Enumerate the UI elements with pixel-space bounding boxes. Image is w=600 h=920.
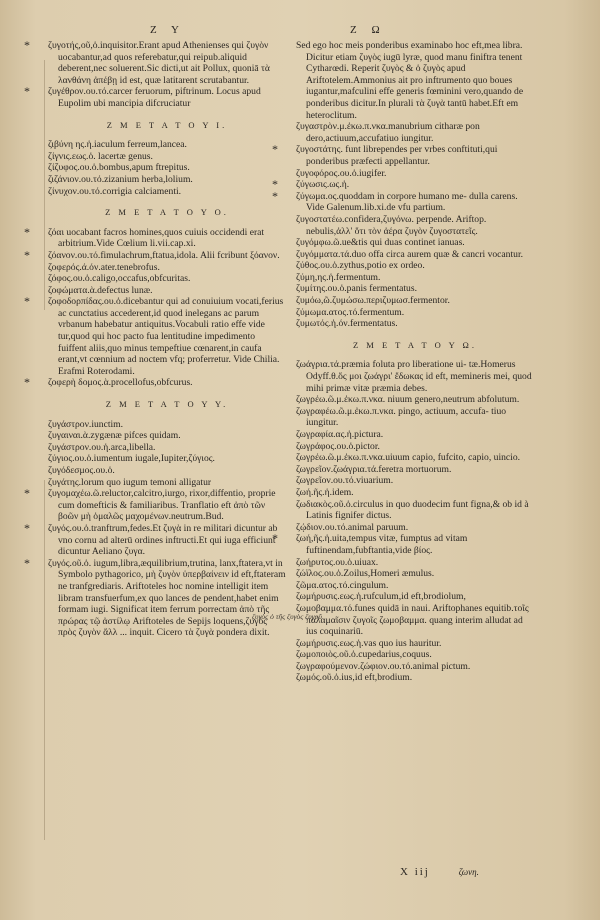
dictionary-entry: ζώϊλος.ου.ὁ.Zoilus,Homeri æmulus. — [296, 568, 435, 580]
left-margin-rule — [44, 60, 45, 310]
dictionary-entry: ζυμόω,ῶ.ζυμώσω.περιζυμωσ.fermentor. — [296, 295, 450, 307]
dictionary-entry: ζίζυφος.ου.ὁ.bombus,apum ftrepitus. — [48, 162, 190, 174]
dictionary-entry: * ζυγός.οῦ.ὁ. iugum,libra,æquilibrium,trutina, lanx,ftatera,vt in Symbolo pythagorico, μὴ ζυγὸν ὑπερβαίνειν id eft,ftateram ne tranfgrediaris. Ariftoteles hoc nomine intelligit item libram transfuerfum,ex quo lances de pendent,habet enim formam iugi. Significat item ferrum porrectam ἀπὸ τῆς πρώρας τῷ ἀστίλῳ Ariftoteles de Sepijs loquens,ζυγὸς πρὸς ζυγὸν ἄλλ ... inquit. Cicero τὰ ζυγὰ pondera dixit. — [48, 558, 286, 639]
dictionary-entry: * ζυγός.ου.ὁ.tranftrum,fedes.Et ζυγὰ in re militari dicuntur ab vno cornu ad alterū ordines inftructi.Et qui iuga efficiunt dicuntur Aeliano ζυγα. — [48, 523, 286, 558]
dictionary-entry: ζωμήρυσις.εως.ἡ.rufculum,id eft,brodiolum, — [296, 591, 466, 603]
dictionary-entry: * ζυγομαχέω.ῶ.reluctor,calcitro,iurgo, rixor,diffentio, proprie cum domefticis & familiaribus. Tranflatio eft ἀπὸ τῶν βοῶν μὴ ὁμαλῶς μαχομένων.neutrum.Bud. — [48, 488, 286, 523]
dictionary-entry: ζωάγρια.τά.præmia foluta pro liberatione ui- tæ.Homerus Odyff.θ.ὅς μοι ζωάγρι' ἔδωκας id eft, memineris mei, quod mihi primæ vitæ præmia debes. — [296, 359, 532, 394]
left-column — [48, 40, 286, 639]
dictionary-entry: ζωγρεῖον.ζωάγρια.τά.feretra mortuorum. — [296, 463, 452, 475]
dictionary-entry: ζίνυχον.ου.τό.corrigia calciamenti. — [48, 185, 182, 197]
section-heading-iota: Z M E T A T O Y I. — [106, 119, 228, 130]
dictionary-entry: ζυγόδεσμος.ου.ὁ. — [48, 465, 115, 476]
dictionary-entry: * ζωή,ῆς.ἡ.uita,tempus vitæ, fumptus ad vitam fuftinendam,fubftantia,vide βίος. — [296, 533, 534, 556]
dictionary-entry: ζωμός.οῦ.ὁ.ius,id eft,brodium. — [296, 672, 413, 684]
section-heading-omega: Z M E T A T O Y Ω. — [352, 339, 477, 350]
dictionary-entry: * ζυγοστάτης. funt librependes per vrbes conftituti,qui ponderibus præfecti appellantur. — [296, 144, 534, 167]
dictionary-entry: ζωμοβαμμα.τό.funes quidā in naui. Ariftophanes equitib.τοῖς παλαμαῖσιν ζυγοῖς ζωμοβαμμα. quang interim alludat ad ius coquinariū. — [296, 602, 529, 638]
dictionary-entry: ζωγραφία.ας.ἡ.pictura. — [296, 429, 384, 440]
dictionary-entry: ζωγράφος.ου.ὁ.pictor. — [296, 440, 380, 452]
page-footer — [400, 866, 479, 878]
dictionary-entry: ζωή.ῆς.ἡ.idem. — [296, 486, 354, 498]
dictionary-entry: ζῴδιον.ου.τό.animal paruum. — [296, 521, 409, 533]
dictionary-entry: ζωμήρυσις.εως.ἡ.vas quo ius hauritur. — [296, 637, 442, 649]
dictionary-entry: * ζοφερὴ δομος.ὰ.procellofus,obfcurus. — [48, 377, 286, 389]
running-head-right: Z Ω — [350, 24, 386, 36]
dictionary-entry: ζυγαιναι.ὰ.zygænæ pifces quidam. — [48, 430, 181, 442]
right-column — [296, 40, 534, 684]
running-head-left: Z Y — [150, 24, 186, 36]
dictionary-entry: ζόφος.ου.ὁ.caligo,occafus,obfcuritas. — [48, 273, 191, 285]
dictionary-entry: * ζύγωμα.ος.quoddam in corpore humano me- dulla carens. Vide Galenum.lib.xi.de vfu partium. — [296, 191, 534, 214]
dictionary-entry: ζίγνις.εως.ὁ. lacertæ genus. — [48, 150, 153, 162]
dictionary-entry: ζυγαστρὸν.μ.ἐκω.π.νκα.manubrium citharæ pon dero,actiuum,accufatiuo iungitur. — [296, 121, 480, 144]
left-margin-rule-lower — [44, 480, 45, 840]
dictionary-entry: ζῶμα.ατος.τό.cingulum. — [296, 579, 389, 591]
dictionary-entry: ζιβύνη ης.ἡ.iaculum ferreum,lancea. — [48, 139, 187, 151]
dictionary-entry: ζωγρεῖον.ου.τό.viuarium. — [296, 475, 394, 487]
dictionary-entry: ζυγοφόρος.ου.ὁ.iugifer. — [296, 167, 387, 179]
catchword: ζωνη. — [458, 867, 479, 877]
dictionary-entry: * ζύγωσις.ως.ἡ. — [296, 179, 534, 191]
dictionary-entry: * ζυγοτής,οῦ,ὁ.inquisitor.Erant apud Athenienses qui ζυγὸν uocabantur,ad quos referebatur,qui reipub.aliquid deberent,nec soluerent.Sic dicti,ut ait Pollux, quoniā τὰ λανθάνη ἀπέβῃ id est, quæ latitarent scrutabantur. — [48, 40, 286, 86]
handwritten-margin-note: ζυγὸς ὁ τῆς ζυγὸς ζυγοῦ — [252, 612, 322, 621]
dictionary-entry: ζυγάτης.lorum quo iugum temoni alligatur — [48, 476, 212, 488]
dictionary-entry: * ζόανον.ου.τό.fimulachrum,ftatua,idola. Alii fcribunt ξόανον. — [48, 250, 286, 262]
dictionary-entry: ζωμοποιὸς.οῦ.ὁ.cupedarius,coquus. — [296, 649, 432, 661]
dictionary-entry: ζυγάστρον.ου.ἡ.arca,libella. — [48, 441, 156, 453]
dictionary-entry: ζοφώματα.ὰ.defectus lunæ. — [48, 284, 153, 296]
dictionary-entry: ζωήρυτος.ου.ὁ.uiuax. — [296, 556, 379, 568]
dictionary-entry: ζωγρέω.ῶ.μ.ἐκω.π.νκα. niuum genero,neutrum abfolutum. — [296, 394, 520, 406]
dictionary-entry: ζυγοστατέω.confidera,ζυγόνω. perpende. Ariftop. nebulis,ἀλλ' ὅτι τὸν ἀέρα ζυγὸν ζυγοστατεῖς. — [296, 213, 487, 237]
dictionary-entry: ζοφερός.ά.όν.ater.tenebrofus. — [48, 261, 160, 273]
dictionary-entry: ζύμη,ης.ἡ.fermentum. — [296, 271, 381, 283]
signature-mark: X iij — [400, 866, 430, 878]
dictionary-entry: Sed ego hoc meis ponderibus examinabo hoc eft,mea libra. Dicitur etiam ζυγὸς iugū lyræ, quod manu finiftra tenent Cytharœdi. Reperit ζυγὸς & ὁ ζυγὸς apud Ariftotelem.Ammonius ait pro inftrumento quo boues iugantur,mafculini effe generis fœminini vero,quando de ponderibus dicitur.In plurali τὰ ζυγὰ tantū habet.Eft em heteroclitum. — [296, 40, 524, 121]
dictionary-entry: ζωδιακὸς.οῦ.ὁ.circulus in quo duodecim funt figna,& ob id à Latinis fignifer dictus. — [296, 498, 529, 522]
section-heading-omicron: Z M E T A T O Y O. — [105, 207, 229, 218]
dictionary-entry: ζύμωμα.ατος.τό.fermentum. — [296, 306, 405, 318]
dictionary-entry: ζιζάνιον.ου.τό.zizanium herba,lolium. — [48, 173, 193, 185]
dictionary-entry: ζωγραφούμενον.ζώφιον.ου.τό.animal pictum. — [296, 660, 471, 672]
dictionary-entry: ζυγάστρον.iunctim. — [48, 418, 124, 430]
dictionary-entry: * ζοφοδορπίδας.ου.ὁ.dicebantur qui ad conuiuium vocati,ferius ac cunctatius accederent,id quod inelegans ac parum vrbanum habebatur antiquitus.Vocabuli ratio effe vide tur,quod qui hoc pacto fua lentitudine impedimento fuiffent aliis,quo minus tempeftiue cœnarent,in caufa erant,vt cœnnium ad noctem vfq; proferretur. Vide Chilia. Erafmi Roterodami. — [48, 296, 286, 377]
section-heading-upsilon: Z M E T A T O Y Y. — [105, 399, 229, 410]
dictionary-entry: ζύγιος.ου.ὁ.iumentum iugale,Iupiter,ζύγιος. — [48, 453, 215, 465]
dictionary-entry: ζυμίτης.ου.ὁ.panis fermentatus. — [296, 283, 417, 295]
dictionary-entry: * ζόαι uocabant facros homines,quos cuiuis occidendi erat arbitrium.Vide Cœlium li.vii.cap.xi. — [48, 227, 286, 250]
dictionary-entry: ζυγόμματα.τά.duo offa circa aurem quæ & cancri vocantur. — [296, 248, 524, 260]
dictionary-entry: * ζυγέθρον.ου.τό.carcer feruorum, piftrinum. Locus apud Eupolim ubi mancipia difcruciatur — [48, 86, 286, 109]
dictionary-entry: ζυμωτός.ἡ.όν.fermentatus. — [296, 318, 398, 330]
dictionary-entry: ζωγραφέω.ῶ.μ.ἐκω.π.νκα. pingo, actiuum, accufa- tiuo iungitur. — [296, 405, 507, 429]
dictionary-entry: ζωγρέω.ῶ.μ.ἐκω.π.νκα.uiuum capio, fufcito, capio, uincio. — [296, 452, 521, 464]
dictionary-entry: ζυγόμφω.ῶ.ue&tis qui duas continet ianuas. — [296, 237, 465, 249]
dictionary-entry: ζύθος.ου.ὁ.zythus,potio ex ordeo. — [296, 260, 425, 272]
